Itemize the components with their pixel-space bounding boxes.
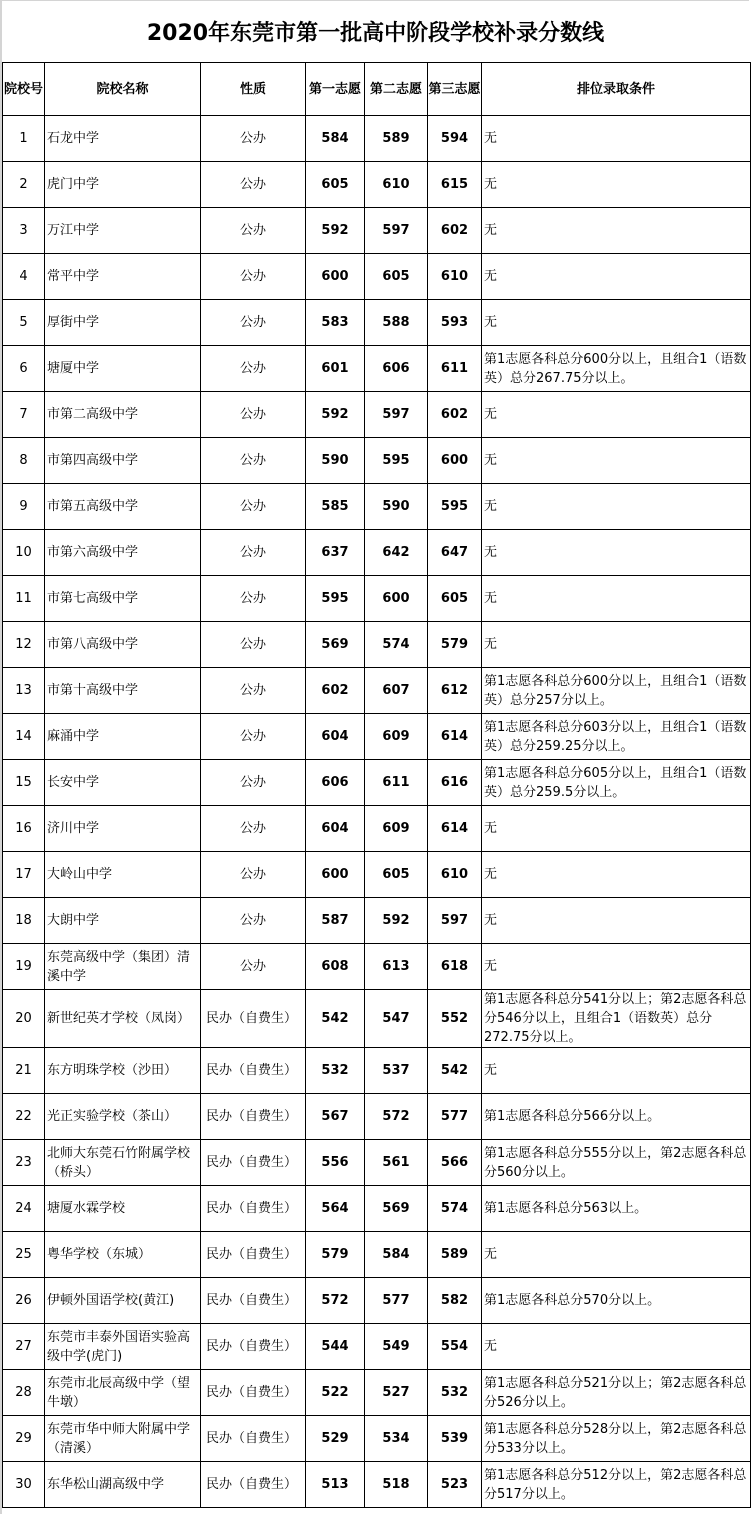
header-no: 院校号 xyxy=(3,63,45,116)
third-choice-score: 594 xyxy=(428,116,482,162)
table-row xyxy=(3,898,751,944)
school-name: 东莞市华中师大附属中学（清溪） xyxy=(45,1416,201,1462)
school-number: 12 xyxy=(3,622,45,668)
school-name: 市第五高级中学 xyxy=(45,484,201,530)
second-choice-score: 534 xyxy=(365,1416,428,1462)
third-choice-score: 647 xyxy=(428,530,482,576)
school-number: 22 xyxy=(3,1094,45,1140)
first-choice-score: 556 xyxy=(306,1140,365,1186)
school-type: 公办 xyxy=(201,852,306,898)
second-choice-score: 577 xyxy=(365,1278,428,1324)
school-number: 20 xyxy=(3,990,45,1048)
score-table xyxy=(2,62,751,1508)
school-name: 粤华学校（东城） xyxy=(45,1232,201,1278)
admission-condition: 无 xyxy=(482,300,751,346)
second-choice-score: 589 xyxy=(365,116,428,162)
third-choice-score: 577 xyxy=(428,1094,482,1140)
second-choice-score: 572 xyxy=(365,1094,428,1140)
third-choice-score: 589 xyxy=(428,1232,482,1278)
school-type: 公办 xyxy=(201,392,306,438)
third-choice-score: 554 xyxy=(428,1324,482,1370)
header-condition: 排位录取条件 xyxy=(482,63,751,116)
school-type: 民办（自费生） xyxy=(201,1278,306,1324)
third-choice-score: 602 xyxy=(428,208,482,254)
school-number: 23 xyxy=(3,1140,45,1186)
admission-condition: 第1志愿各科总分600分以上，且组合1（语数英）总分267.75分以上。 xyxy=(482,346,751,392)
school-name: 新世纪英才学校（凤岗） xyxy=(45,990,201,1048)
school-type: 公办 xyxy=(201,254,306,300)
third-choice-score: 610 xyxy=(428,852,482,898)
school-number: 16 xyxy=(3,806,45,852)
admission-condition: 第1志愿各科总分555分以上，第2志愿各科总分560分以上。 xyxy=(482,1140,751,1186)
first-choice-score: 637 xyxy=(306,530,365,576)
table-row xyxy=(3,1140,751,1186)
second-choice-score: 592 xyxy=(365,898,428,944)
second-choice-score: 527 xyxy=(365,1370,428,1416)
school-type: 公办 xyxy=(201,714,306,760)
first-choice-score: 606 xyxy=(306,760,365,806)
admission-condition: 第1志愿各科总分512分以上，第2志愿各科总分517分以上。 xyxy=(482,1462,751,1508)
header-name: 院校名称 xyxy=(45,63,201,116)
table-row xyxy=(3,208,751,254)
school-type: 公办 xyxy=(201,162,306,208)
first-choice-score: 583 xyxy=(306,300,365,346)
school-name: 万江中学 xyxy=(45,208,201,254)
table-row xyxy=(3,806,751,852)
second-choice-score: 606 xyxy=(365,346,428,392)
first-choice-score: 522 xyxy=(306,1370,365,1416)
third-choice-score: 532 xyxy=(428,1370,482,1416)
page-title: 2020年东莞市第一批高中阶段学校补录分数线 xyxy=(146,21,605,46)
school-type: 公办 xyxy=(201,944,306,990)
admission-condition: 无 xyxy=(482,806,751,852)
second-choice-score: 584 xyxy=(365,1232,428,1278)
school-number: 5 xyxy=(3,300,45,346)
third-choice-score: 600 xyxy=(428,438,482,484)
school-number: 7 xyxy=(3,392,45,438)
school-number: 17 xyxy=(3,852,45,898)
third-choice-score: 582 xyxy=(428,1278,482,1324)
school-type: 公办 xyxy=(201,530,306,576)
school-number: 13 xyxy=(3,668,45,714)
second-choice-score: 569 xyxy=(365,1186,428,1232)
school-type: 民办（自费生） xyxy=(201,1140,306,1186)
second-choice-score: 609 xyxy=(365,714,428,760)
school-number: 18 xyxy=(3,898,45,944)
school-number: 3 xyxy=(3,208,45,254)
school-type: 公办 xyxy=(201,116,306,162)
third-choice-score: 614 xyxy=(428,806,482,852)
school-name: 东方明珠学校（沙田） xyxy=(45,1048,201,1094)
table-row xyxy=(3,1462,751,1508)
admission-condition: 无 xyxy=(482,1324,751,1370)
admission-condition: 无 xyxy=(482,622,751,668)
school-number: 30 xyxy=(3,1462,45,1508)
first-choice-score: 592 xyxy=(306,208,365,254)
first-choice-score: 590 xyxy=(306,438,365,484)
third-choice-score: 574 xyxy=(428,1186,482,1232)
second-choice-score: 597 xyxy=(365,208,428,254)
first-choice-score: 602 xyxy=(306,668,365,714)
school-number: 24 xyxy=(3,1186,45,1232)
school-name: 东莞高级中学（集团）清溪中学 xyxy=(45,944,201,990)
table-row xyxy=(3,760,751,806)
second-choice-score: 574 xyxy=(365,622,428,668)
school-type: 公办 xyxy=(201,622,306,668)
school-name: 大朗中学 xyxy=(45,898,201,944)
second-choice-score: 605 xyxy=(365,852,428,898)
third-choice-score: 579 xyxy=(428,622,482,668)
school-number: 27 xyxy=(3,1324,45,1370)
first-choice-score: 601 xyxy=(306,346,365,392)
school-type: 民办（自费生） xyxy=(201,1232,306,1278)
school-type: 民办（自费生） xyxy=(201,1416,306,1462)
admission-condition: 第1志愿各科总分570分以上。 xyxy=(482,1278,751,1324)
second-choice-score: 605 xyxy=(365,254,428,300)
third-choice-score: 566 xyxy=(428,1140,482,1186)
table-row xyxy=(3,944,751,990)
school-type: 公办 xyxy=(201,806,306,852)
school-name: 市第四高级中学 xyxy=(45,438,201,484)
admission-condition: 无 xyxy=(482,484,751,530)
first-choice-score: 579 xyxy=(306,1232,365,1278)
third-choice-score: 552 xyxy=(428,990,482,1048)
school-number: 14 xyxy=(3,714,45,760)
school-name: 麻涌中学 xyxy=(45,714,201,760)
admission-condition: 第1志愿各科总分605分以上，且组合1（语数英）总分259.5分以上。 xyxy=(482,760,751,806)
first-choice-score: 600 xyxy=(306,254,365,300)
third-choice-score: 615 xyxy=(428,162,482,208)
admission-condition: 无 xyxy=(482,944,751,990)
school-name: 厚街中学 xyxy=(45,300,201,346)
second-choice-score: 607 xyxy=(365,668,428,714)
admission-condition: 无 xyxy=(482,392,751,438)
school-type: 民办（自费生） xyxy=(201,990,306,1048)
third-choice-score: 605 xyxy=(428,576,482,622)
school-number: 6 xyxy=(3,346,45,392)
school-name: 长安中学 xyxy=(45,760,201,806)
school-name: 东华松山湖高级中学 xyxy=(45,1462,201,1508)
school-number: 19 xyxy=(3,944,45,990)
admission-condition: 第1志愿各科总分521分以上；第2志愿各科总分526分以上。 xyxy=(482,1370,751,1416)
admission-condition: 第1志愿各科总分603分以上，且组合1（语数英）总分259.25分以上。 xyxy=(482,714,751,760)
school-number: 29 xyxy=(3,1416,45,1462)
first-choice-score: 542 xyxy=(306,990,365,1048)
admission-condition: 第1志愿各科总分566分以上。 xyxy=(482,1094,751,1140)
third-choice-score: 593 xyxy=(428,300,482,346)
school-number: 8 xyxy=(3,438,45,484)
admission-condition: 无 xyxy=(482,162,751,208)
school-type: 公办 xyxy=(201,208,306,254)
table-row xyxy=(3,1094,751,1140)
table-row xyxy=(3,484,751,530)
school-type: 公办 xyxy=(201,898,306,944)
school-number: 26 xyxy=(3,1278,45,1324)
table-row xyxy=(3,622,751,668)
first-choice-score: 567 xyxy=(306,1094,365,1140)
school-name: 市第八高级中学 xyxy=(45,622,201,668)
admission-condition: 无 xyxy=(482,1048,751,1094)
school-type: 公办 xyxy=(201,760,306,806)
school-name: 伊顿外国语学校(黄江) xyxy=(45,1278,201,1324)
school-number: 15 xyxy=(3,760,45,806)
school-name: 市第二高级中学 xyxy=(45,392,201,438)
table-row xyxy=(3,1370,751,1416)
table-row xyxy=(3,346,751,392)
first-choice-score: 587 xyxy=(306,898,365,944)
admission-condition: 无 xyxy=(482,116,751,162)
second-choice-score: 600 xyxy=(365,576,428,622)
table-row xyxy=(3,990,751,1048)
school-name: 光正实验学校（茶山） xyxy=(45,1094,201,1140)
first-choice-score: 605 xyxy=(306,162,365,208)
second-choice-score: 561 xyxy=(365,1140,428,1186)
first-choice-score: 604 xyxy=(306,714,365,760)
table-row xyxy=(3,300,751,346)
second-choice-score: 642 xyxy=(365,530,428,576)
admission-condition: 无 xyxy=(482,438,751,484)
second-choice-score: 613 xyxy=(365,944,428,990)
first-choice-score: 600 xyxy=(306,852,365,898)
first-choice-score: 585 xyxy=(306,484,365,530)
table-row xyxy=(3,1186,751,1232)
school-name: 塘厦水霖学校 xyxy=(45,1186,201,1232)
school-number: 1 xyxy=(3,116,45,162)
school-type: 公办 xyxy=(201,668,306,714)
school-type: 公办 xyxy=(201,576,306,622)
school-name: 东莞市丰泰外国语实验高级中学(虎门) xyxy=(45,1324,201,1370)
third-choice-score: 612 xyxy=(428,668,482,714)
table-row xyxy=(3,116,751,162)
school-number: 11 xyxy=(3,576,45,622)
admission-condition: 无 xyxy=(482,576,751,622)
school-type: 民办（自费生） xyxy=(201,1048,306,1094)
school-name: 北师大东莞石竹附属学校（桥头） xyxy=(45,1140,201,1186)
second-choice-score: 597 xyxy=(365,392,428,438)
school-name: 虎门中学 xyxy=(45,162,201,208)
school-name: 东莞市北辰高级中学（望牛墩） xyxy=(45,1370,201,1416)
table-row xyxy=(3,1278,751,1324)
table-row xyxy=(3,1416,751,1462)
header-first: 第一志愿 xyxy=(306,63,365,116)
school-name: 石龙中学 xyxy=(45,116,201,162)
school-number: 28 xyxy=(3,1370,45,1416)
school-number: 2 xyxy=(3,162,45,208)
school-name: 市第七高级中学 xyxy=(45,576,201,622)
third-choice-score: 597 xyxy=(428,898,482,944)
table-row xyxy=(3,1048,751,1094)
school-number: 4 xyxy=(3,254,45,300)
table-row xyxy=(3,668,751,714)
header-type: 性质 xyxy=(201,63,306,116)
table-row xyxy=(3,530,751,576)
table-row xyxy=(3,576,751,622)
third-choice-score: 616 xyxy=(428,760,482,806)
admission-condition: 无 xyxy=(482,1232,751,1278)
table-row xyxy=(3,714,751,760)
first-choice-score: 544 xyxy=(306,1324,365,1370)
first-choice-score: 569 xyxy=(306,622,365,668)
admission-condition: 第1志愿各科总分528分以上，第2志愿各科总分533分以上。 xyxy=(482,1416,751,1462)
header-row xyxy=(3,63,751,116)
first-choice-score: 584 xyxy=(306,116,365,162)
school-type: 民办（自费生） xyxy=(201,1462,306,1508)
second-choice-score: 588 xyxy=(365,300,428,346)
third-choice-score: 610 xyxy=(428,254,482,300)
second-choice-score: 590 xyxy=(365,484,428,530)
school-name: 大岭山中学 xyxy=(45,852,201,898)
admission-condition: 第1志愿各科总分541分以上；第2志愿各科总分546分以上，且组合1（语数英）总分272.75分以上。 xyxy=(482,990,751,1048)
school-type: 公办 xyxy=(201,346,306,392)
second-choice-score: 549 xyxy=(365,1324,428,1370)
school-number: 10 xyxy=(3,530,45,576)
school-number: 25 xyxy=(3,1232,45,1278)
table-row xyxy=(3,438,751,484)
admission-condition: 无 xyxy=(482,208,751,254)
second-choice-score: 537 xyxy=(365,1048,428,1094)
admission-condition: 无 xyxy=(482,254,751,300)
school-type: 民办（自费生） xyxy=(201,1094,306,1140)
first-choice-score: 572 xyxy=(306,1278,365,1324)
admission-condition: 无 xyxy=(482,852,751,898)
second-choice-score: 611 xyxy=(365,760,428,806)
school-type: 民办（自费生） xyxy=(201,1324,306,1370)
second-choice-score: 609 xyxy=(365,806,428,852)
table-row xyxy=(3,254,751,300)
header-third: 第三志愿 xyxy=(428,63,482,116)
first-choice-score: 608 xyxy=(306,944,365,990)
first-choice-score: 513 xyxy=(306,1462,365,1508)
school-name: 济川中学 xyxy=(45,806,201,852)
first-choice-score: 595 xyxy=(306,576,365,622)
third-choice-score: 523 xyxy=(428,1462,482,1508)
school-name: 市第十高级中学 xyxy=(45,668,201,714)
table-row xyxy=(3,852,751,898)
second-choice-score: 610 xyxy=(365,162,428,208)
first-choice-score: 592 xyxy=(306,392,365,438)
school-name: 塘厦中学 xyxy=(45,346,201,392)
first-choice-score: 529 xyxy=(306,1416,365,1462)
table-row xyxy=(3,1324,751,1370)
table-row xyxy=(3,1232,751,1278)
school-name: 常平中学 xyxy=(45,254,201,300)
admission-condition: 无 xyxy=(482,898,751,944)
header-second: 第二志愿 xyxy=(365,63,428,116)
second-choice-score: 547 xyxy=(365,990,428,1048)
first-choice-score: 564 xyxy=(306,1186,365,1232)
school-type: 公办 xyxy=(201,484,306,530)
table-row xyxy=(3,162,751,208)
school-number: 9 xyxy=(3,484,45,530)
second-choice-score: 595 xyxy=(365,438,428,484)
third-choice-score: 602 xyxy=(428,392,482,438)
third-choice-score: 611 xyxy=(428,346,482,392)
third-choice-score: 595 xyxy=(428,484,482,530)
third-choice-score: 542 xyxy=(428,1048,482,1094)
third-choice-score: 539 xyxy=(428,1416,482,1462)
third-choice-score: 618 xyxy=(428,944,482,990)
table-body xyxy=(3,116,751,1508)
school-type: 民办（自费生） xyxy=(201,1186,306,1232)
school-type: 公办 xyxy=(201,438,306,484)
school-type: 公办 xyxy=(201,300,306,346)
admission-condition: 第1志愿各科总分563以上。 xyxy=(482,1186,751,1232)
second-choice-score: 518 xyxy=(365,1462,428,1508)
school-number: 21 xyxy=(3,1048,45,1094)
first-choice-score: 532 xyxy=(306,1048,365,1094)
admission-condition: 第1志愿各科总分600分以上，且组合1（语数英）总分257分以上。 xyxy=(482,668,751,714)
school-name: 市第六高级中学 xyxy=(45,530,201,576)
admission-condition: 无 xyxy=(482,530,751,576)
third-choice-score: 614 xyxy=(428,714,482,760)
school-type: 民办（自费生） xyxy=(201,1370,306,1416)
table-row xyxy=(3,392,751,438)
first-choice-score: 604 xyxy=(306,806,365,852)
